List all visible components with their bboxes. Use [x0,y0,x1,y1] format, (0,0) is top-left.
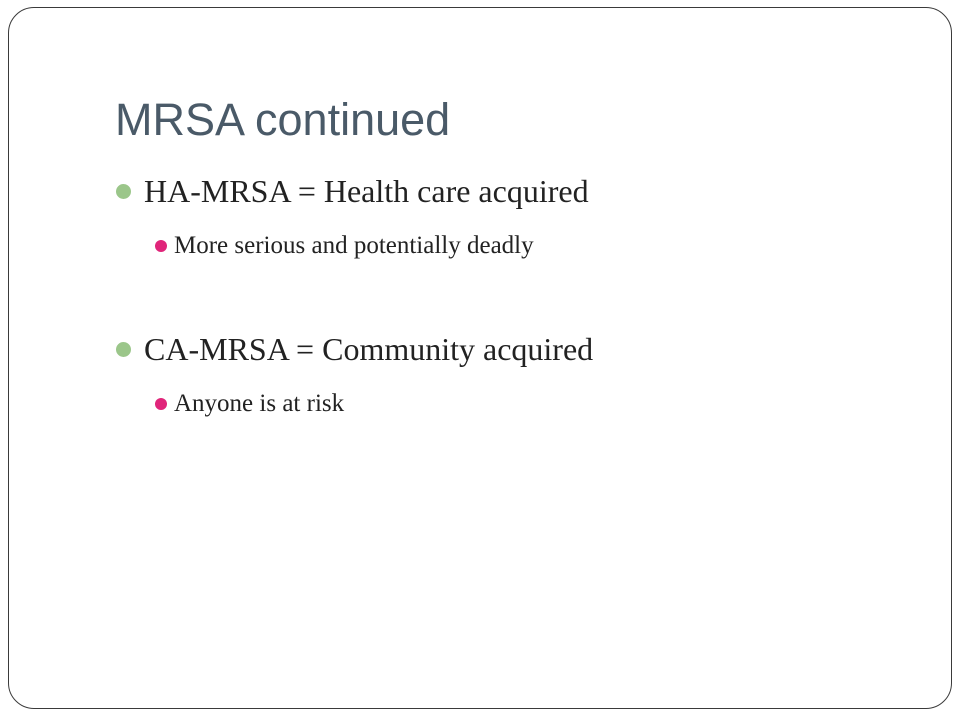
sub-bullet-dot-icon [155,240,167,252]
bullet-item [116,171,589,211]
sub-bullet-text: Anyone is at risk [174,390,345,417]
sub-bullet-item [155,388,344,420]
sub-bullet-text: More serious and potentially deadly [174,232,534,259]
sub-bullet-item [155,230,534,262]
bullet-dot-icon [116,184,131,199]
slide-title: MRSA continued [115,94,451,145]
bullet-text: CA-MRSA = Community acquired [144,330,594,367]
sub-bullet-dot-icon [155,398,167,410]
bullet-dot-icon [116,342,131,357]
bullet-text: HA-MRSA = Health care acquired [144,172,589,209]
slide [8,7,952,709]
bullet-item [116,329,593,369]
